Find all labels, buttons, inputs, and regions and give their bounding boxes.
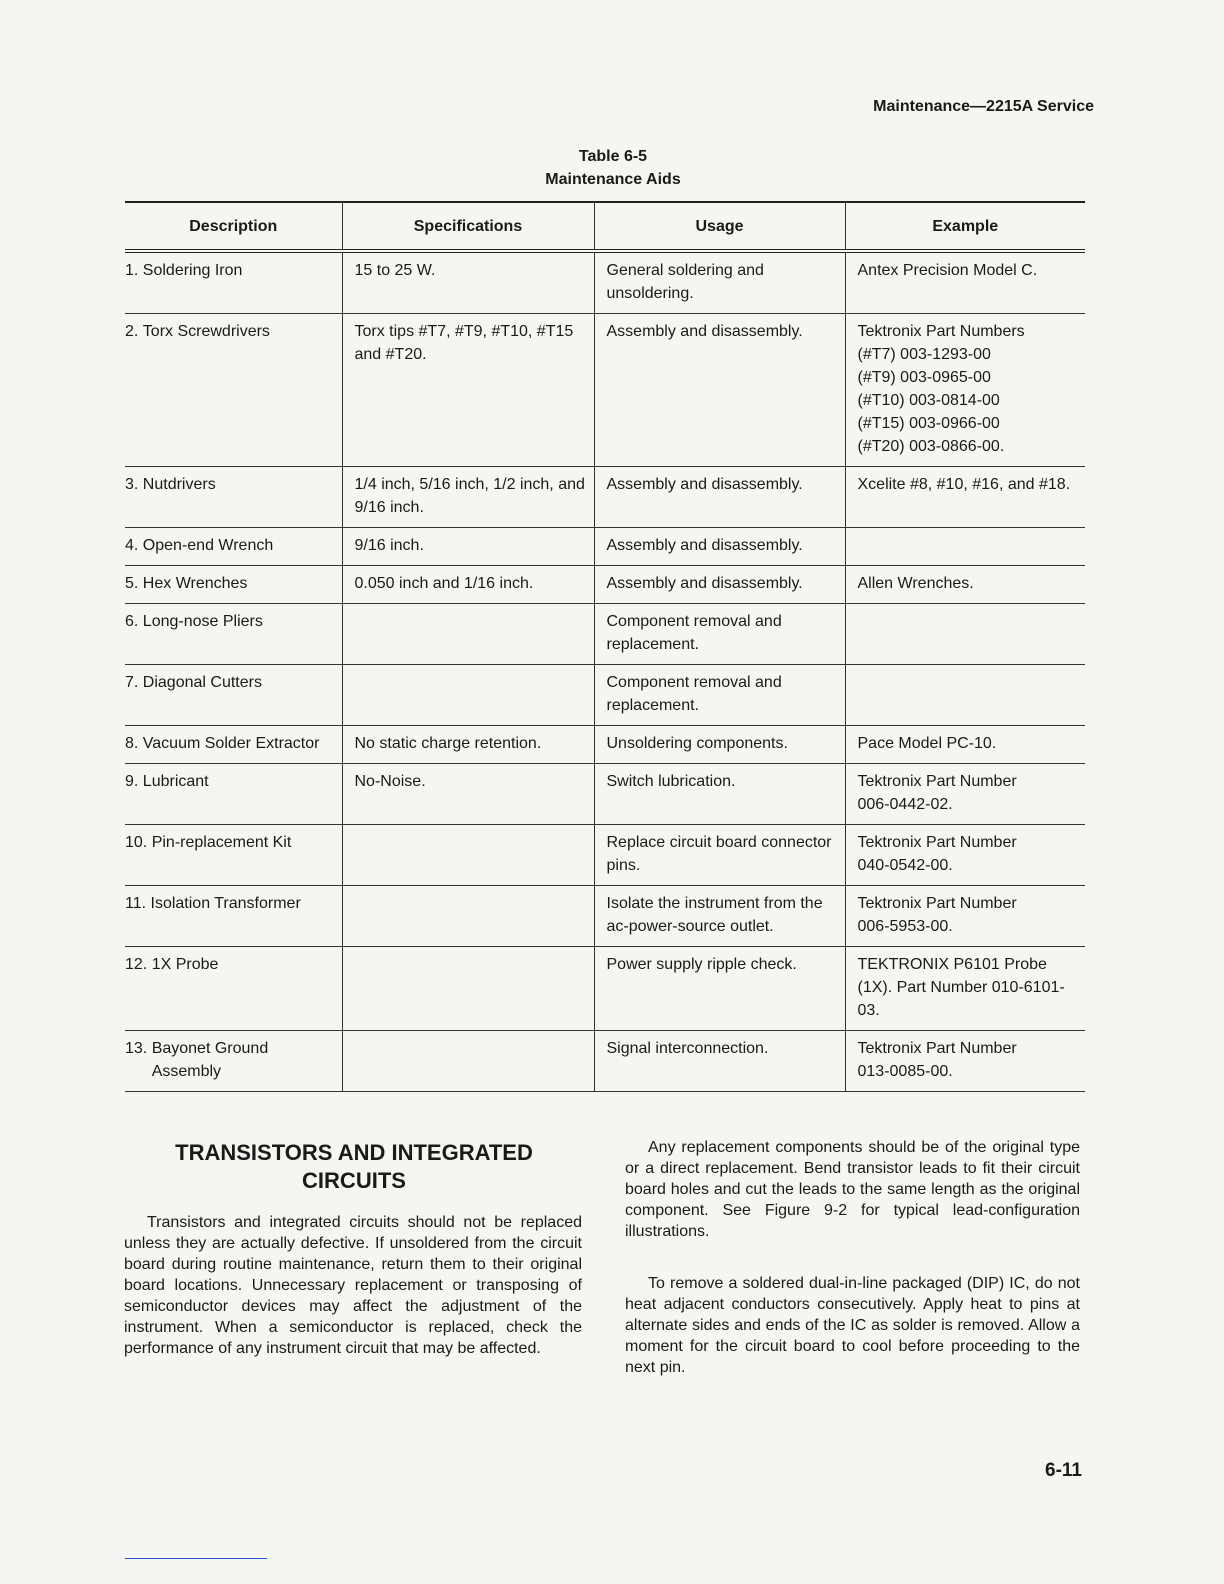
item-number: 7. (125, 674, 143, 691)
item-number: 4. (125, 537, 143, 554)
item-description: Lubricant (142, 773, 209, 790)
cell-description (125, 566, 342, 604)
example-line: Xcelite #8, #10, #16, and #18. (857, 476, 1071, 493)
cell-specifications (342, 825, 594, 886)
cell-usage: Signal interconnection. (594, 1031, 845, 1092)
example-line: (#T20) 003-0866-00. (857, 438, 1005, 455)
item-description: Pin-replacement Kit (151, 834, 292, 851)
footer-rule (125, 1558, 267, 1559)
item-number: 10. (125, 834, 152, 851)
table-row (125, 764, 1085, 825)
cell-example (845, 665, 1085, 726)
table-row (125, 1031, 1085, 1092)
example-line: (#T10) 003-0814-00 (857, 392, 1000, 409)
cell-usage: Component removal and replacement. (594, 604, 845, 665)
cell-usage: Component removal and replacement. (594, 665, 845, 726)
table-row (125, 314, 1085, 467)
item-number: 5. (125, 575, 143, 592)
example-line: 040-0542-00. (857, 857, 953, 874)
table-header-row (125, 202, 1085, 251)
example-line: Pace Model PC-10. (857, 735, 997, 752)
cell-description (125, 665, 342, 726)
item-number: 3. (125, 476, 143, 493)
section-heading-line1: TRANSISTORS AND INTEGRATED (175, 1140, 533, 1165)
item-number: 8. (125, 735, 143, 752)
table-row (125, 665, 1085, 726)
cell-example (845, 825, 1085, 886)
cell-specifications (342, 947, 594, 1031)
cell-description (125, 528, 342, 566)
example-line: Tektronix Part Number (857, 1040, 1017, 1057)
example-line: Tektronix Part Number (857, 773, 1017, 790)
paragraph-replacement-components: Any replacement components should be of the original type or a direct replacement. Bend transistor leads to fit their circuit board holes and cut the leads to the same length as the original component. See Figure 9-2 for typical lead-configuration illustrations. (625, 1139, 1080, 1240)
example-line: Tektronix Part Number (857, 834, 1017, 851)
cell-example (845, 886, 1085, 947)
cell-specifications (342, 886, 594, 947)
table-row (125, 726, 1085, 764)
paragraph-dip-removal: To remove a soldered dual-in-line packaged (DIP) IC, do not heat adjacent conductors consecutively. Apply heat to pins at alternate sides and ends of the IC as solder is removed. Allow a moment for the circuit board to cool before proceeding to the next pin. (625, 1275, 1080, 1376)
cell-example (845, 566, 1085, 604)
cell-example (845, 947, 1085, 1031)
cell-specifications: 9/16 inch. (342, 528, 594, 566)
table-body (125, 251, 1085, 1092)
cell-example (845, 528, 1085, 566)
table-row (125, 566, 1085, 604)
item-description: Torx Screwdrivers (142, 323, 270, 340)
cell-specifications: 0.050 inch and 1/16 inch. (342, 566, 594, 604)
item-description: Nutdrivers (142, 476, 216, 493)
example-line: Antex Precision Model C. (857, 262, 1038, 279)
example-line: Allen Wrenches. (857, 575, 974, 592)
cell-usage: Replace circuit board connector pins. (594, 825, 845, 886)
cell-usage: General soldering and unsoldering. (594, 251, 845, 314)
item-number: 12. (125, 956, 152, 973)
cell-usage: Assembly and disassembly. (594, 314, 845, 467)
cell-example (845, 314, 1085, 467)
item-description: Hex Wrenches (142, 575, 248, 592)
cell-example (845, 764, 1085, 825)
cell-description (125, 314, 342, 467)
section-heading (140, 1139, 568, 1195)
cell-specifications: 1/4 inch, 5/16 inch, 1/2 inch, and 9/16 inch. (342, 467, 594, 528)
column-header-usage: Usage (594, 202, 845, 251)
table-row (125, 886, 1085, 947)
example-line: 013-0085-00. (857, 1063, 953, 1080)
cell-example (845, 467, 1085, 528)
cell-specifications: No static charge retention. (342, 726, 594, 764)
cell-specifications: 15 to 25 W. (342, 251, 594, 314)
cell-description (125, 1031, 342, 1092)
item-number: 11. (125, 895, 151, 912)
cell-example (845, 251, 1085, 314)
example-line: (#T7) 003-1293-00 (857, 346, 991, 363)
table-row (125, 825, 1085, 886)
item-number: 9. (125, 773, 143, 790)
cell-usage: Assembly and disassembly. (594, 528, 845, 566)
item-description: Soldering Iron (142, 262, 243, 279)
section-heading-line2: CIRCUITS (302, 1168, 406, 1193)
column-header-description: Description (125, 202, 342, 251)
item-number: 13. (125, 1040, 152, 1057)
item-description: Bayonet Ground Assembly (151, 1040, 269, 1080)
table-row (125, 604, 1085, 665)
table-row (125, 467, 1085, 528)
item-description: 1X Probe (151, 956, 219, 973)
column-header-example: Example (845, 202, 1085, 251)
example-line: 006-0442-02. (857, 796, 953, 813)
example-line: TEKTRONIX P6101 Probe (1X). Part Number 010-6101-03. (857, 956, 1065, 1019)
cell-example (845, 604, 1085, 665)
cell-usage: Isolate the instrument from the ac-power-source outlet. (594, 886, 845, 947)
cell-description (125, 467, 342, 528)
table-row (125, 251, 1085, 314)
cell-usage: Power supply ripple check. (594, 947, 845, 1031)
item-number: 2. (125, 323, 143, 340)
page-number: 6-11 (1045, 1460, 1082, 1481)
cell-usage: Assembly and disassembly. (594, 566, 845, 604)
cell-specifications: No-Noise. (342, 764, 594, 825)
cell-description (125, 825, 342, 886)
example-line: Tektronix Part Numbers (857, 323, 1025, 340)
cell-usage: Assembly and disassembly. (594, 467, 845, 528)
item-description: Long-nose Pliers (142, 613, 263, 630)
cell-description (125, 251, 342, 314)
item-description: Isolation Transformer (150, 895, 301, 912)
table-row (125, 528, 1085, 566)
running-head: Maintenance—2215A Service (873, 98, 1094, 115)
example-line: (#T15) 003-0966-00 (857, 415, 1000, 432)
example-line: 006-5953-00. (857, 918, 953, 935)
cell-specifications: Torx tips #T7, #T9, #T10, #T15 and #T20. (342, 314, 594, 467)
cell-example (845, 726, 1085, 764)
cell-description (125, 726, 342, 764)
cell-description (125, 886, 342, 947)
example-line: Tektronix Part Number (857, 895, 1017, 912)
cell-specifications (342, 1031, 594, 1092)
cell-specifications (342, 665, 594, 726)
paragraph-replacement-policy: Transistors and integrated circuits should not be replaced unless they are actually defective. If unsoldered from the circuit board during routine maintenance, return them to their original board locations. Unnecessary replacement or transposing of semiconductor devices may affect the adjustment of the instrument. When a semiconductor is replaced, check the performance of any instrument circuit that may be affected. (124, 1214, 582, 1357)
item-description: Vacuum Solder Extractor (142, 735, 320, 752)
cell-usage: Unsoldering components. (594, 726, 845, 764)
cell-description (125, 947, 342, 1031)
table-caption (0, 145, 1224, 191)
cell-specifications (342, 604, 594, 665)
cell-description (125, 764, 342, 825)
column-header-specifications: Specifications (342, 202, 594, 251)
example-line: (#T9) 003-0965-00 (857, 369, 991, 386)
item-number: 6. (125, 613, 143, 630)
table-row (125, 947, 1085, 1031)
item-description: Open-end Wrench (142, 537, 274, 554)
cell-example (845, 1031, 1085, 1092)
item-number: 1. (125, 262, 143, 279)
maintenance-aids-table (125, 201, 1085, 1092)
table-number: Table 6-5 (578, 148, 648, 165)
table-title: Maintenance Aids (545, 171, 681, 188)
cell-usage: Switch lubrication. (594, 764, 845, 825)
cell-description (125, 604, 342, 665)
item-description: Diagonal Cutters (142, 674, 262, 691)
